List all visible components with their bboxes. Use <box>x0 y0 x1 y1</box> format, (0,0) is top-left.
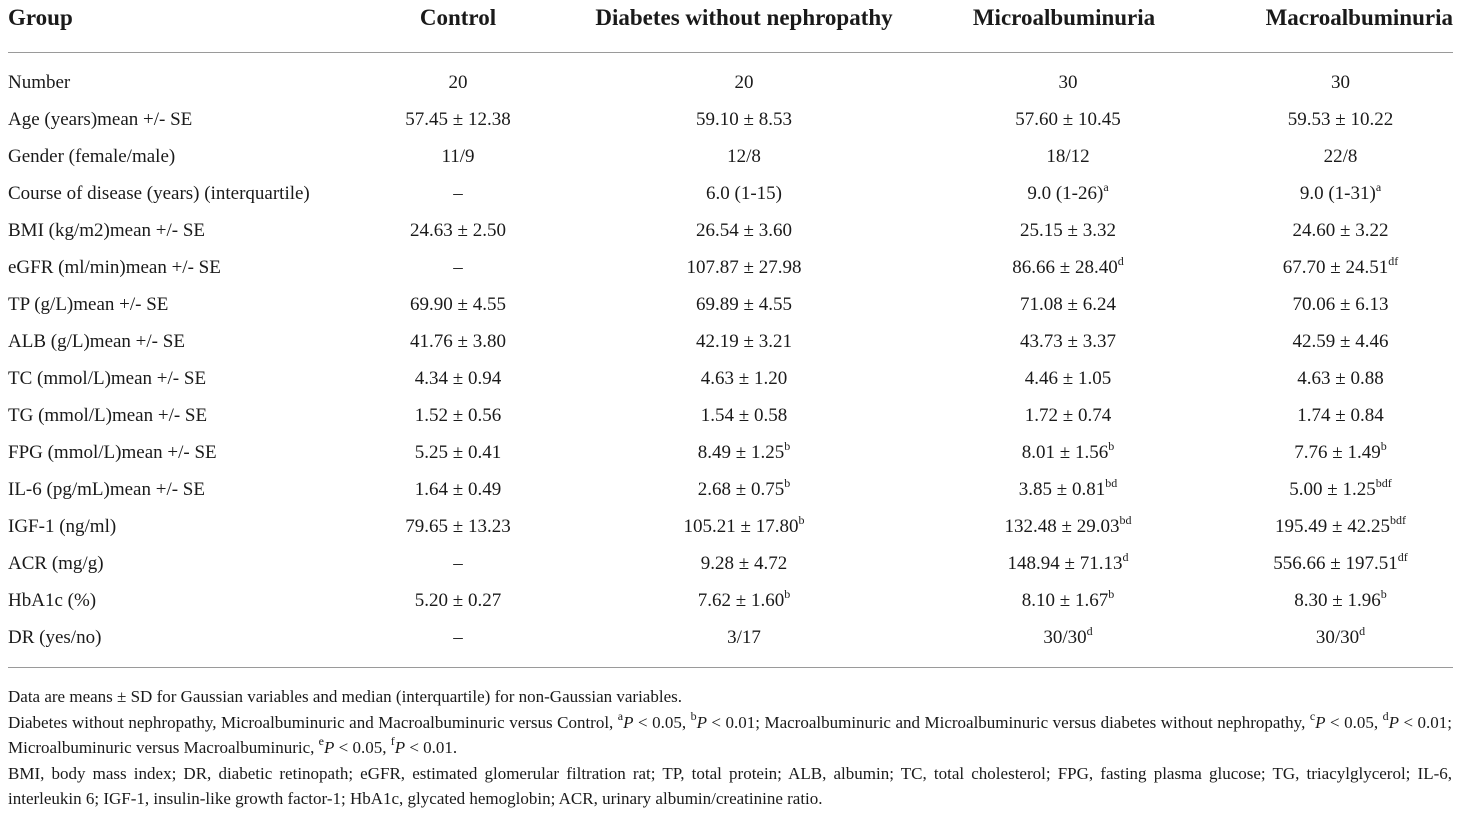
table-cell <box>358 176 558 213</box>
footnote-marker: c <box>1309 708 1316 723</box>
table-cell <box>1198 583 1453 620</box>
significance-marker: b <box>784 476 791 490</box>
cell-value: 71.08 ± 6.24 <box>1020 294 1116 315</box>
cell-value: 4.46 ± 1.05 <box>1024 368 1112 389</box>
table-cell <box>1198 398 1453 435</box>
significance-marker: d <box>1359 624 1366 638</box>
cell-value: 556.66 ± 197.51 <box>1273 553 1398 574</box>
cell-value: 25.15 ± 3.32 <box>1020 220 1116 241</box>
header-row <box>8 0 1453 52</box>
table-row <box>8 398 1453 435</box>
cell-value: 20 <box>448 72 468 93</box>
significance-marker: b <box>1380 587 1387 601</box>
cell-value: 5.00 ± 1.25 <box>1289 479 1376 500</box>
row-label: Number <box>8 72 71 93</box>
cell-value: 1.54 ± 0.58 <box>700 405 788 426</box>
footnote-significance <box>8 710 1452 761</box>
footnote-text: < 0.05, <box>633 712 691 732</box>
table-row <box>8 435 1453 472</box>
cell-value: 105.21 ± 17.80 <box>683 516 799 537</box>
table-cell <box>1198 176 1453 213</box>
table-cell <box>930 620 1198 668</box>
table-cell <box>358 102 558 139</box>
table-cell <box>358 139 558 176</box>
table-cell <box>558 620 930 668</box>
table-cell <box>930 250 1198 287</box>
table-cell <box>1198 620 1453 668</box>
cell-value: – <box>453 257 463 278</box>
table-cell <box>358 398 558 435</box>
significance-marker: bdf <box>1375 476 1392 490</box>
cell-value: 8.30 ± 1.96 <box>1294 590 1381 611</box>
header-group: Group <box>8 0 358 52</box>
significance-marker: df <box>1397 550 1408 564</box>
table-cell <box>1198 250 1453 287</box>
table-cell <box>558 287 930 324</box>
table-cell <box>558 139 930 176</box>
cell-value: 107.87 ± 27.98 <box>686 257 802 278</box>
cell-value: 9.28 ± 4.72 <box>700 553 788 574</box>
cell-value: 5.20 ± 0.27 <box>414 590 502 611</box>
row-label: TP (g/L)mean +/- SE <box>8 294 169 315</box>
table-cell <box>1198 287 1453 324</box>
cell-value: 24.63 ± 2.50 <box>410 220 506 241</box>
table-row <box>8 546 1453 583</box>
table-header <box>8 0 1453 52</box>
table-cell <box>558 583 930 620</box>
footnote-marker: b <box>690 708 697 723</box>
cell-value: 1.74 ± 0.84 <box>1297 405 1384 426</box>
table-cell <box>558 509 930 546</box>
significance-marker: d <box>1086 624 1093 638</box>
footnote-abbreviations: BMI, body mass index; DR, diabetic retinopath; eGFR, estimated glomerular filtration rat; TP, total protein; ALB, albumin; TC, total cholesterol; FPG, fasting plasma glucose; TG, triacylglycerol; IL-6, interleukin 6; IGF-1, insulin-like growth factor-1; HbA1c, glycated hemoglobin; ACR, urinary albumin/creatinine ratio. <box>8 763 1452 808</box>
footnote-marker: e <box>318 734 324 748</box>
row-label: DR (yes/no) <box>8 620 358 668</box>
significance-marker: d <box>1122 550 1129 564</box>
cell-value: 30 <box>1058 72 1078 93</box>
row-label: IL-6 (pg/mL)mean +/- SE <box>8 479 205 500</box>
table-cell <box>358 287 558 324</box>
table-cell <box>930 324 1198 361</box>
row-label: ALB (g/L)mean +/- SE <box>8 331 185 352</box>
table-cell <box>358 509 558 546</box>
cell-value: 43.73 ± 3.37 <box>1020 331 1116 352</box>
cell-value: 67.70 ± 24.51 <box>1282 257 1389 278</box>
table-row <box>8 139 1453 176</box>
row-label: FPG (mmol/L)mean +/- SE <box>8 442 217 463</box>
cell-value: 6.0 (1-15) <box>706 183 782 204</box>
cell-value: 1.64 ± 0.49 <box>414 479 502 500</box>
table-cell <box>558 102 930 139</box>
significance-marker: b <box>784 439 791 453</box>
significance-marker: bdf <box>1389 513 1406 527</box>
row-label: TG (mmol/L)mean +/- SE <box>8 405 208 426</box>
cell-value: 9.0 (1-31) <box>1299 183 1376 204</box>
cell-value: 11/9 <box>441 146 475 167</box>
cell-value: 69.89 ± 4.55 <box>696 294 792 315</box>
cell-value: 79.65 ± 13.23 <box>405 516 511 537</box>
cell-value: 59.53 ± 10.22 <box>1287 109 1394 130</box>
cell-value: 4.63 ± 0.88 <box>1297 368 1384 389</box>
table-cell <box>1198 139 1453 176</box>
footnote-marker: d <box>1382 708 1389 723</box>
cell-value: 5.25 ± 0.41 <box>414 442 502 463</box>
table-cell <box>358 435 558 472</box>
table-cell <box>358 213 558 250</box>
table-row <box>8 324 1453 361</box>
cell-value: 42.59 ± 4.46 <box>1292 331 1389 352</box>
table-cell <box>930 435 1198 472</box>
table-cell <box>1198 52 1453 102</box>
cell-value: 7.62 ± 1.60 <box>697 590 785 611</box>
table-cell <box>1198 213 1453 250</box>
table-cell <box>358 583 558 620</box>
p-symbol: P <box>323 738 335 757</box>
table-cell <box>558 472 930 509</box>
significance-marker: a <box>1103 180 1109 194</box>
cell-value: 69.90 ± 4.55 <box>410 294 506 315</box>
table-cell <box>1198 472 1453 509</box>
p-symbol: P <box>1388 712 1399 732</box>
data-table <box>8 0 1453 668</box>
cell-value: 12/8 <box>727 146 761 167</box>
cell-value: 1.72 ± 0.74 <box>1024 405 1112 426</box>
table-cell <box>358 472 558 509</box>
cell-value: 30/30 <box>1043 627 1087 648</box>
table-cell <box>930 398 1198 435</box>
footnote-marker: a <box>617 708 624 723</box>
table-row <box>8 472 1453 509</box>
cell-value: 8.10 ± 1.67 <box>1021 590 1109 611</box>
cell-value: 132.48 ± 29.03 <box>1004 516 1120 537</box>
row-label: eGFR (ml/min)mean +/- SE <box>8 257 221 278</box>
table-row <box>8 361 1453 398</box>
table-cell <box>558 213 930 250</box>
header-control: Control <box>358 0 558 52</box>
header-macroalbuminuria: Macroalbuminuria <box>1198 0 1453 52</box>
table-cell <box>558 546 930 583</box>
significance-marker: b <box>798 513 805 527</box>
row-label: HbA1c (%) <box>8 590 97 611</box>
cell-value: 18/12 <box>1046 146 1090 167</box>
table-cell <box>930 472 1198 509</box>
cell-value: 3.85 ± 0.81 <box>1018 479 1106 500</box>
table-body <box>8 52 1453 667</box>
table-cell <box>930 287 1198 324</box>
cell-value: 59.10 ± 8.53 <box>696 109 792 130</box>
cell-value: 70.06 ± 6.13 <box>1292 294 1389 315</box>
table-cell <box>558 52 930 102</box>
cell-value: 2.68 ± 0.75 <box>697 479 785 500</box>
significance-marker: bd <box>1119 513 1132 527</box>
table-row <box>8 620 1453 668</box>
cell-value: 195.49 ± 42.25 <box>1275 516 1390 537</box>
footnote-text: < 0.01; Microalbuminuric versus Macroalbuminuric, <box>8 712 1452 757</box>
table-cell <box>558 398 930 435</box>
table-cell <box>558 324 930 361</box>
table-cell <box>358 324 558 361</box>
cell-value: 22/8 <box>1323 146 1358 167</box>
footnote-text: Diabetes without nephropathy, Microalbuminuric and Macroalbuminuric versus Control, <box>8 712 618 732</box>
cell-value: 41.76 ± 3.80 <box>410 331 506 352</box>
table-cell <box>930 583 1198 620</box>
cell-value: 30 <box>1331 72 1350 93</box>
p-symbol: P <box>394 738 406 757</box>
significance-marker: b <box>1108 439 1115 453</box>
table-cell <box>358 620 558 668</box>
p-symbol: P <box>623 712 634 732</box>
cell-value: 24.60 ± 3.22 <box>1292 220 1389 241</box>
cell-value: – <box>453 183 463 204</box>
table-cell <box>558 435 930 472</box>
footnote-marker: f <box>390 734 395 748</box>
table-cell <box>930 546 1198 583</box>
table-cell <box>930 176 1198 213</box>
cell-value: 26.54 ± 3.60 <box>696 220 792 241</box>
cell-value: – <box>453 553 463 574</box>
cell-value: 4.63 ± 1.20 <box>700 368 788 389</box>
table-footnotes <box>8 684 1452 812</box>
cell-value: 4.34 ± 0.94 <box>414 368 502 389</box>
row-label: Gender (female/male) <box>8 146 176 167</box>
cell-value: 57.45 ± 12.38 <box>405 109 511 130</box>
table-cell <box>358 250 558 287</box>
significance-marker: b <box>1108 587 1115 601</box>
row-label: TC (mmol/L)mean +/- SE <box>8 368 207 389</box>
cell-value: – <box>453 627 463 648</box>
row-label: IGF-1 (ng/ml) <box>8 516 117 537</box>
table-row <box>8 102 1453 139</box>
table-cell <box>558 361 930 398</box>
footnote-statistics: Data are means ± SD for Gaussian variables and median (interquartile) for non-Gaussian variables. <box>8 687 682 706</box>
table-cell <box>558 176 930 213</box>
header-diabetes-without-nephropathy: Diabetes without nephropathy <box>558 0 930 52</box>
header-microalbuminuria: Microalbuminuria <box>930 0 1198 52</box>
table-cell <box>930 361 1198 398</box>
table-cell <box>930 52 1198 102</box>
table-cell <box>1198 546 1453 583</box>
cell-value: 8.01 ± 1.56 <box>1021 442 1109 463</box>
table-row <box>8 176 1453 213</box>
table-row <box>8 287 1453 324</box>
cell-value: 57.60 ± 10.45 <box>1015 109 1121 130</box>
table-row <box>8 509 1453 546</box>
table-cell <box>358 361 558 398</box>
table-cell <box>1198 361 1453 398</box>
cell-value: 86.66 ± 28.40 <box>1012 257 1118 278</box>
table-cell <box>930 102 1198 139</box>
p-symbol: P <box>696 712 707 732</box>
table-cell <box>930 509 1198 546</box>
table-cell <box>1198 435 1453 472</box>
significance-marker: d <box>1117 254 1124 268</box>
significance-marker: b <box>784 587 791 601</box>
table-cell <box>930 139 1198 176</box>
cell-value: 9.0 (1-26) <box>1027 183 1104 204</box>
table-cell <box>358 52 558 102</box>
cell-value: 1.52 ± 0.56 <box>414 405 502 426</box>
row-label: BMI (kg/m2)mean +/- SE <box>8 220 205 241</box>
cell-value: 8.49 ± 1.25 <box>697 442 785 463</box>
significance-marker: a <box>1375 180 1382 194</box>
row-label: Age (years)mean +/- SE <box>8 109 193 130</box>
row-label: Course of disease (years) (interquartile) <box>8 183 310 204</box>
footnote-text: < 0.01. <box>405 738 458 757</box>
table-cell <box>358 546 558 583</box>
significance-marker: df <box>1388 254 1399 268</box>
table-cell <box>558 250 930 287</box>
footnote-text: < 0.05, <box>1325 712 1383 732</box>
table-cell <box>1198 509 1453 546</box>
cell-value: 3/17 <box>727 627 761 648</box>
cell-value: 148.94 ± 71.13 <box>1007 553 1123 574</box>
cell-value: 30/30 <box>1315 627 1360 648</box>
table-row <box>8 583 1453 620</box>
p-symbol: P <box>1315 712 1326 732</box>
table-row <box>8 52 1453 102</box>
footnote-text: < 0.05, <box>334 738 391 757</box>
significance-marker: b <box>1380 439 1387 453</box>
cell-value: 20 <box>734 72 754 93</box>
footnote-text: < 0.01; Macroalbuminuric and Microalbuminuric versus diabetes without nephropathy, <box>706 712 1310 732</box>
table-row <box>8 213 1453 250</box>
table-cell <box>1198 324 1453 361</box>
significance-marker: bd <box>1105 476 1118 490</box>
cell-value: 7.76 ± 1.49 <box>1294 442 1381 463</box>
row-label: ACR (mg/g) <box>8 553 104 574</box>
table-row <box>8 250 1453 287</box>
table-cell <box>930 213 1198 250</box>
cell-value: 42.19 ± 3.21 <box>696 331 792 352</box>
table-cell <box>1198 102 1453 139</box>
